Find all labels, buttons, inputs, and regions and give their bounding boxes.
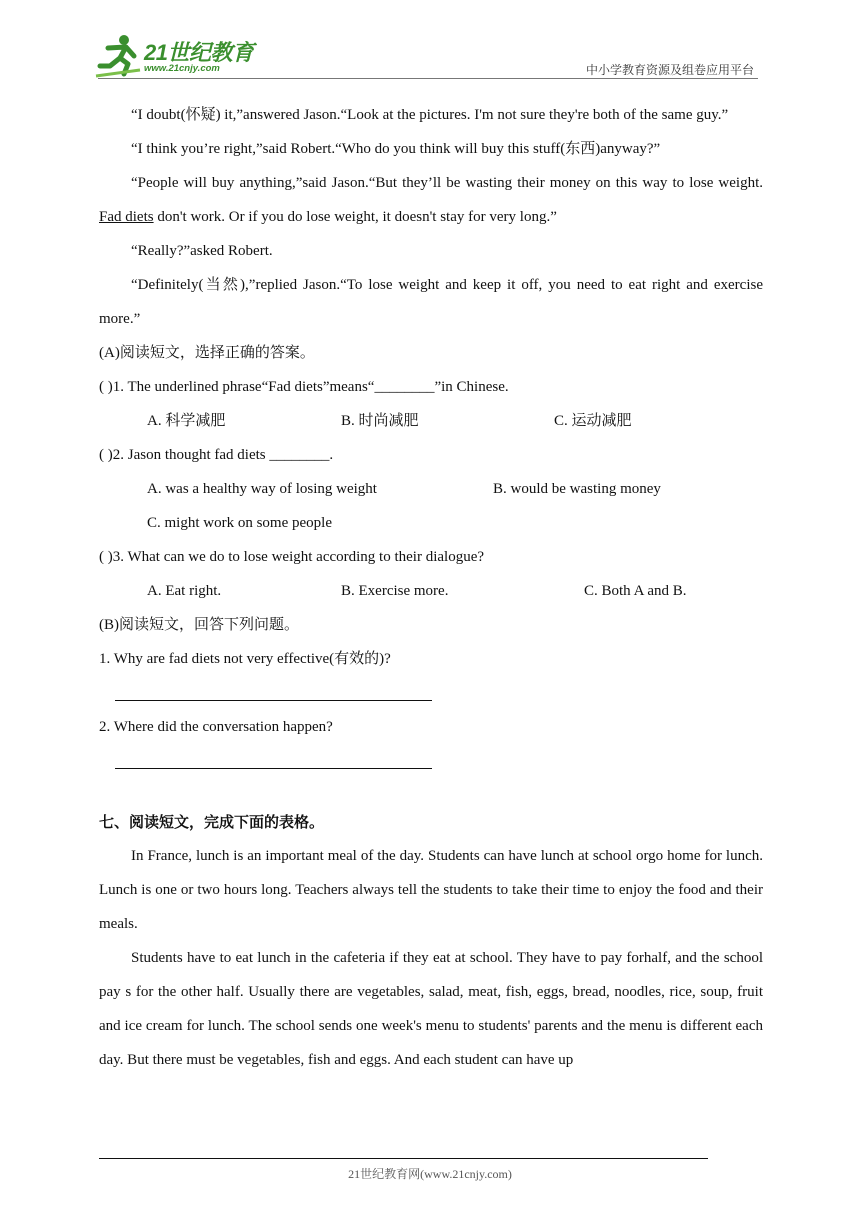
logo-url: www.21cnjy.com [144, 63, 220, 74]
header-tagline: 中小学教育资源及组卷应用平台 [585, 63, 754, 77]
footer-text: 21世纪教育网(www.21cnjy.com) [348, 1167, 512, 1181]
question-1-options [99, 404, 763, 438]
passage-paragraph-2: Students have to eat lunch in the cafeteria if they eat at school. They have to pay forhalf, and the school pay s for the other half. Usually there are vegetables, salad, meat, fish, eggs, bread, noodles, rice, soup, fruit and ice cream for lunch. The school sends one week's menu to students' parents and the menu is different each day. But there must be vegetables, fish and eggs. And each student can have up [99, 950, 763, 1068]
dialogue-paragraph-1: “I doubt(怀疑) it,”answered Jason.“Look at the pictures. I'm not sure they're both of the same guy.” [131, 107, 729, 123]
option-b[interactable]: B. 时尚减肥 [341, 413, 419, 429]
option-a[interactable]: A. Eat right. [147, 583, 222, 599]
open-question-1: 1. Why are fad diets not very effective(有效的)? [99, 651, 391, 667]
question-2-options-row-1 [99, 472, 763, 506]
dialogue-text: “People will buy anything,”said Jason.“But they’ll be wasting their money on this way to lose weight. [131, 175, 763, 191]
option-a[interactable]: A. 科学减肥 [147, 413, 226, 429]
option-c[interactable]: C. Both A and B. [584, 583, 687, 599]
question-2-options-row-2 [99, 506, 763, 540]
option-b[interactable]: B. Exercise more. [341, 583, 449, 599]
option-c[interactable]: C. 运动减肥 [554, 413, 632, 429]
underlined-phrase: Fad diets [99, 209, 154, 225]
open-question-2: 2. Where did the conversation happen? [99, 719, 333, 735]
runner-icon [94, 34, 142, 78]
dialogue-paragraph-5: “Definitely(当然),”replied Jason.“To lose weight and keep it off, you need to eat right and exercise more.” [99, 277, 763, 327]
dialogue-text: don't work. Or if you do lose weight, it doesn't stay for very long.” [153, 209, 557, 225]
answer-line-1[interactable] [115, 700, 432, 701]
question-2-stem: ( )2. Jason thought fad diets ________. [99, 447, 334, 463]
header-divider [98, 78, 758, 79]
dialogue-paragraph-3 [99, 166, 763, 234]
dialogue-paragraph-4: “Really?”asked Robert. [131, 243, 273, 259]
section-7-title: 七、阅读短文，完成下面的表格。 [99, 813, 325, 831]
footer-divider [99, 1158, 708, 1159]
option-a[interactable]: A. was a healthy way of losing weight [147, 481, 377, 497]
option-b[interactable]: B. would be wasting money [493, 481, 661, 497]
dialogue-paragraph-2: “I think you’re right,”said Robert.“Who do you think will buy this stuff(东西)anyway?” [131, 141, 661, 157]
question-3-stem: ( )3. What can we do to lose weight according to their dialogue? [99, 549, 485, 565]
part-a-heading: (A)阅读短文，选择正确的答案。 [99, 345, 315, 361]
part-b-heading: (B)阅读短文，回答下列问题。 [99, 617, 299, 633]
answer-line-2[interactable] [115, 768, 432, 769]
question-3-options [99, 574, 763, 608]
document-body [99, 98, 763, 1077]
logo-text: 21世纪教育 [144, 40, 254, 65]
page-header [0, 0, 860, 90]
option-c[interactable]: C. might work on some people [147, 515, 332, 531]
question-1-stem: ( )1. The underlined phrase“Fad diets”means“________”in Chinese. [99, 379, 509, 395]
site-logo[interactable] [94, 34, 264, 78]
passage-paragraph-1: In France, lunch is an important meal of the day. Students can have lunch at school orgo home for lunch. Lunch is one or two hours long. Teachers always tell the students to take their time to enjoy the food and their meals. [99, 848, 763, 932]
